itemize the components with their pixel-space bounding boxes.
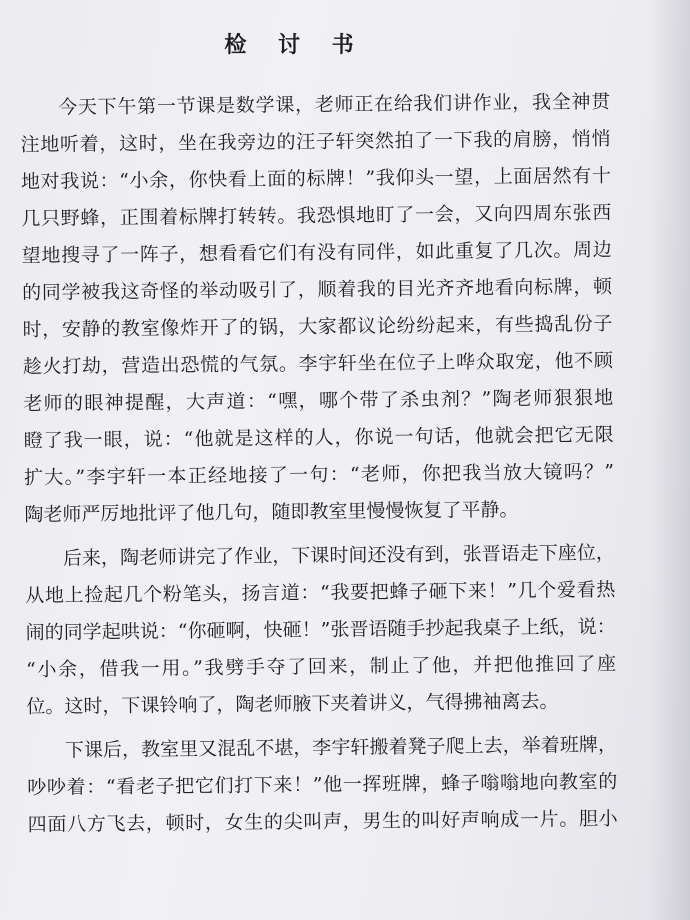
document-title: 检 讨 书 (224, 32, 366, 58)
text-line: 老师的眼神提醒，大声道：“嘿，哪个带了杀虫剂？”陶老师狠狠地 (23, 386, 614, 415)
text-line: 扩大。”李宇轩一本正经地接了一句：“老师，你把我当放大镜吗？” (23, 460, 615, 489)
document-body (20, 84, 618, 844)
text-line: 今天下午第一节课是数学课，老师正在给我们讲作业，我全神贯 (58, 90, 611, 119)
text-line: 闹的同学起哄说：“你砸啊，快砸！”张晋语随手抄起我桌子上纸，说： (25, 615, 616, 644)
text-line: 从地上捡起几个粉笔头，扬言道：“我要把蜂子砸下来！”几个爱看热 (25, 578, 616, 607)
text-line: 陶老师严厉地批评了他几句，随即教室里慢慢恢复了平静。 (24, 498, 519, 526)
text-line: 注地听着，这时，坐在我旁边的汪子轩突然拍了一下我的肩膀，悄悄 (20, 127, 611, 156)
text-line: 瞪了我一眼，说：“他就是这样的人，你说一句话，他就会把它无限 (23, 423, 614, 452)
text-line: 的同学被我这奇怪的举动吸引了，顺着我的目光齐齐地看向标牌，顿 (22, 275, 613, 304)
text-line: 位。这时，下课铃响了，陶老师腋下夹着讲义，气得拂袖离去。 (26, 690, 559, 718)
text-line: 后来，陶老师讲完了作业，下课时间还没有到，张晋语走下座位， (62, 541, 615, 570)
text-line: 四面八方飞去，顿时，女生的尖叫声，男生的叫好声响成一片。胆小 (27, 807, 618, 836)
text-line: 几只野蜂，正围着标牌打转转。我恐惧地盯了一会，又向四周东张西 (21, 201, 612, 230)
paragraph-2 (25, 535, 617, 726)
text-line: 地对我说：“小余，你快看上面的标牌！”我仰头一望，上面居然有十 (20, 164, 612, 193)
text-line: 趁火打劫，营造出恐慌的气氛。李宇轩坐在位子上哗众取宠，他不顾 (22, 349, 613, 378)
paragraph-3 (27, 727, 618, 844)
text-line: 望地搜寻了一阵子，想看看它们有没有同伴，如此重复了几次。周边 (21, 238, 612, 267)
text-line: 吵吵着：“看老子把它们打下来！”他一挥班牌，蜂子嗡嗡地向教室的 (27, 770, 618, 799)
text-line: 时，安静的教室像炸开了的锅，大家都议论纷纷起来，有些捣乱份子 (22, 312, 613, 341)
paragraph-1 (20, 84, 615, 534)
text-line: “小余，借我一用。”我劈手夺了回来，制止了他，并把他推回了座 (25, 652, 617, 681)
text-line: 下课后，教室里又混乱不堪，李宇轩搬着凳子爬上去，举着班牌， (64, 733, 618, 762)
